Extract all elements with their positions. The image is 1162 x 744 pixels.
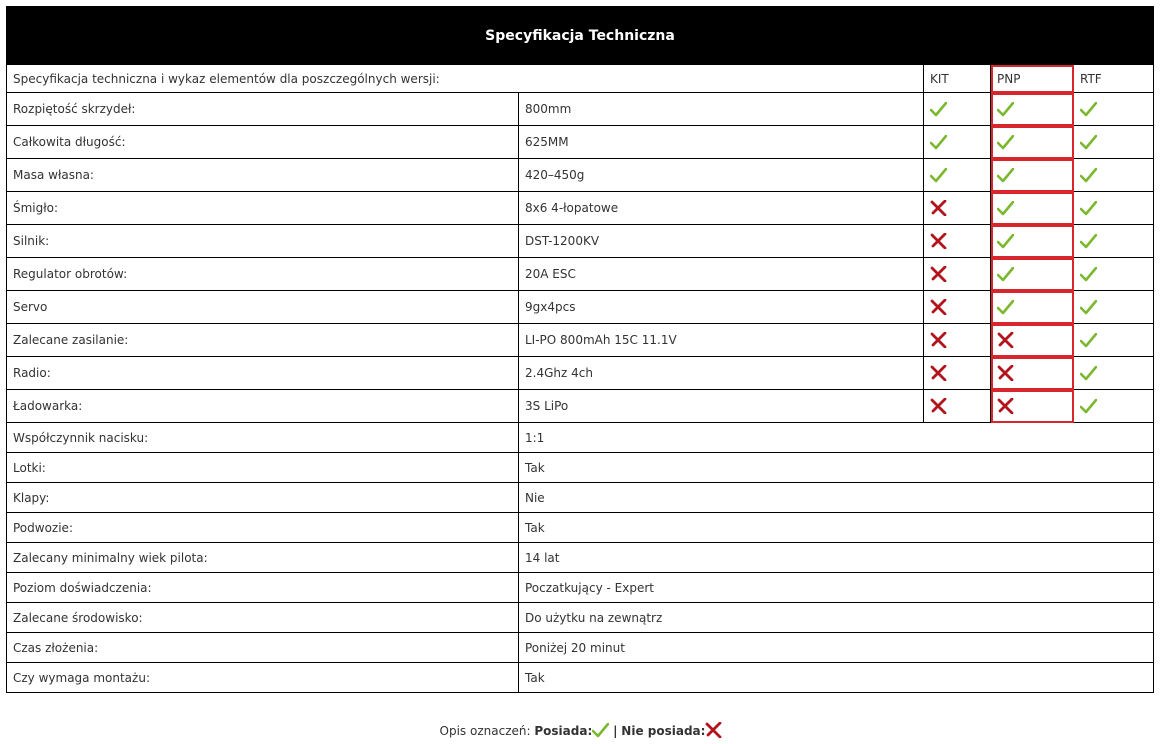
spec-value: 14 lat <box>519 543 1154 573</box>
table-row <box>7 663 1154 693</box>
table-row <box>7 513 1154 543</box>
check-icon <box>1080 234 1147 249</box>
check-icon <box>997 300 1067 315</box>
check-icon <box>997 234 1067 249</box>
check-icon <box>1080 168 1147 183</box>
spec-name: Współczynnik nacisku: <box>7 423 519 453</box>
check-icon <box>1080 201 1147 216</box>
spec-name: Klapy: <box>7 483 519 513</box>
table-row <box>7 192 1154 225</box>
table-row <box>7 543 1154 573</box>
spec-name: Śmigło: <box>7 192 519 225</box>
spec-name: Rozpiętość skrzydeł: <box>7 93 519 126</box>
pnp-cell <box>991 390 1074 423</box>
cross-icon <box>930 332 984 348</box>
kit-cell <box>924 390 991 423</box>
check-icon <box>997 201 1067 216</box>
table-row <box>7 453 1154 483</box>
table-row <box>7 291 1154 324</box>
spec-name: Lotki: <box>7 453 519 483</box>
spec-value: Tak <box>519 453 1154 483</box>
version-kit: KIT <box>924 65 991 93</box>
version-rtf: RTF <box>1074 65 1154 93</box>
legend-has-label: Posiada: <box>534 724 593 738</box>
kit-cell <box>924 291 991 324</box>
legend-separator: | <box>613 724 618 738</box>
check-icon <box>1080 135 1147 150</box>
spec-value: 1:1 <box>519 423 1154 453</box>
pnp-cell <box>991 225 1074 258</box>
rtf-cell <box>1074 390 1154 423</box>
spec-value: Tak <box>519 663 1154 693</box>
spec-value: 625MM <box>519 126 924 159</box>
table-row <box>7 633 1154 663</box>
spec-name: Podwozie: <box>7 513 519 543</box>
pnp-cell <box>991 258 1074 291</box>
check-icon <box>997 135 1067 150</box>
cross-icon <box>930 233 984 249</box>
table-row <box>7 390 1154 423</box>
check-icon <box>997 267 1067 282</box>
spec-value: 800mm <box>519 93 924 126</box>
cross-icon <box>997 398 1067 414</box>
check-icon <box>997 102 1067 117</box>
spec-name: Poziom doświadczenia: <box>7 573 519 603</box>
spec-name: Zalecane środowisko: <box>7 603 519 633</box>
cross-icon <box>930 398 984 414</box>
check-icon <box>997 168 1067 183</box>
check-icon <box>1080 102 1147 117</box>
spec-name: Ładowarka: <box>7 390 519 423</box>
legend-check-icon <box>592 723 609 741</box>
spec-value: 2.4Ghz 4ch <box>519 357 924 390</box>
cross-icon <box>930 365 984 381</box>
pnp-cell <box>991 291 1074 324</box>
table-row <box>7 324 1154 357</box>
spec-value: LI-PO 800mAh 15C 11.1V <box>519 324 924 357</box>
check-icon <box>1080 300 1147 315</box>
spec-name: Radio: <box>7 357 519 390</box>
kit-cell <box>924 93 991 126</box>
spec-value: 20A ESC <box>519 258 924 291</box>
spec-value: 8x6 4-łopatowe <box>519 192 924 225</box>
spec-value: Poniżej 20 minut <box>519 633 1154 663</box>
pnp-cell <box>991 357 1074 390</box>
kit-cell <box>924 258 991 291</box>
kit-cell <box>924 159 991 192</box>
spec-name: Masa własna: <box>7 159 519 192</box>
check-icon <box>1080 366 1147 381</box>
spec-value: DST-1200KV <box>519 225 924 258</box>
check-icon <box>1080 399 1147 414</box>
table-row <box>7 126 1154 159</box>
kit-cell <box>924 126 991 159</box>
table-row <box>7 423 1154 453</box>
kit-cell <box>924 192 991 225</box>
kit-cell <box>924 324 991 357</box>
spec-value: 420–450g <box>519 159 924 192</box>
pnp-cell <box>991 93 1074 126</box>
spec-value: Do użytku na zewnątrz <box>519 603 1154 633</box>
legend-not-label: Nie posiada: <box>621 724 706 738</box>
spec-name: Czas złożenia: <box>7 633 519 663</box>
spec-name: Całkowita długość: <box>7 126 519 159</box>
table-row <box>7 258 1154 291</box>
table-row <box>7 573 1154 603</box>
cross-icon <box>930 299 984 315</box>
spec-name: Zalecane zasilanie: <box>7 324 519 357</box>
rtf-cell <box>1074 225 1154 258</box>
cross-icon <box>997 365 1067 381</box>
spec-value: Tak <box>519 513 1154 543</box>
spec-value: Poczatkujący - Expert <box>519 573 1154 603</box>
pnp-cell <box>991 324 1074 357</box>
header-row <box>7 65 1154 93</box>
check-icon <box>1080 267 1147 282</box>
legend-prefix: Opis oznaczeń: <box>439 724 531 738</box>
cross-icon <box>997 332 1067 348</box>
spec-name: Regulator obrotów: <box>7 258 519 291</box>
cross-icon <box>930 200 984 216</box>
table-row <box>7 603 1154 633</box>
table-row <box>7 483 1154 513</box>
pnp-cell <box>991 126 1074 159</box>
table-row <box>7 357 1154 390</box>
header-label: Specyfikacja techniczna i wykaz elementów dla poszczególnych wersji: <box>7 65 924 93</box>
pnp-cell <box>991 159 1074 192</box>
rtf-cell <box>1074 291 1154 324</box>
pnp-cell <box>991 192 1074 225</box>
rtf-cell <box>1074 126 1154 159</box>
version-pnp: PNP <box>991 65 1074 93</box>
check-icon <box>930 102 984 117</box>
spec-name: Silnik: <box>7 225 519 258</box>
check-icon <box>930 135 984 150</box>
spec-value: 3S LiPo <box>519 390 924 423</box>
spec-name: Servo <box>7 291 519 324</box>
spec-name: Czy wymaga montażu: <box>7 663 519 693</box>
check-icon <box>930 168 984 183</box>
spec-name: Zalecany minimalny wiek pilota: <box>7 543 519 573</box>
rtf-cell <box>1074 324 1154 357</box>
spec-value: Nie <box>519 483 1154 513</box>
rtf-cell <box>1074 357 1154 390</box>
rtf-cell <box>1074 258 1154 291</box>
cross-icon <box>930 266 984 282</box>
table-row <box>7 159 1154 192</box>
legend <box>0 722 1162 741</box>
kit-cell <box>924 225 991 258</box>
table-row <box>7 225 1154 258</box>
table-title: Specyfikacja Techniczna <box>7 7 1154 65</box>
table-row <box>7 93 1154 126</box>
legend-cross-icon <box>705 722 722 741</box>
rtf-cell <box>1074 93 1154 126</box>
check-icon <box>1080 333 1147 348</box>
rtf-cell <box>1074 159 1154 192</box>
kit-cell <box>924 357 991 390</box>
spec-table <box>6 6 1154 693</box>
spec-value: 9gx4pcs <box>519 291 924 324</box>
rtf-cell <box>1074 192 1154 225</box>
